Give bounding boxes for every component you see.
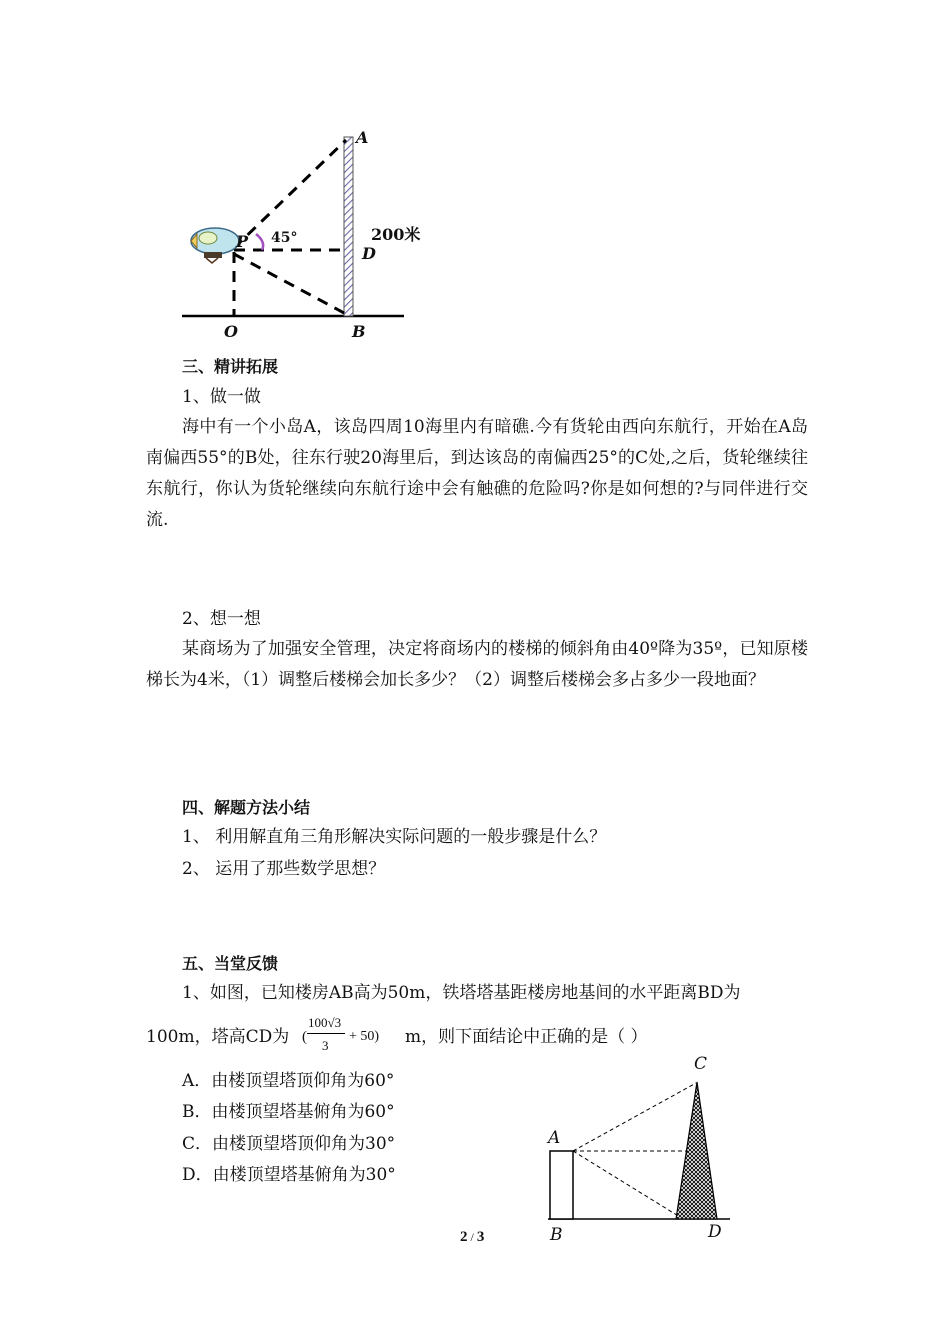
fig2-label-a: A	[548, 1128, 561, 1148]
section4-title: 四、解题方法小结	[182, 798, 311, 817]
frac-tail: + 50)	[349, 1029, 380, 1044]
section5-q1-line2-pre: 100m，塔高CD为	[146, 1027, 290, 1047]
section3-item2-title: 2、想一想	[182, 609, 261, 629]
frac-open: (	[302, 1029, 307, 1045]
page-current: 2	[460, 1229, 468, 1245]
section3-item1-text: 海中有一个小岛A，该岛四周10海里内有暗礁.今有货轮由西向东航行，开始在A岛南偏西55°的B处，往东行驶20海里后，到达该岛的南偏西25°的C处,之后，货轮继续往东航行，你认为货轮继续向东航行途中会有触礁的危险吗?你是如何想的?与同伴进行交流.	[146, 417, 808, 530]
angle-label: 45°	[271, 230, 298, 246]
label-p: P	[236, 232, 249, 251]
section3-title: 三、精讲拓展	[182, 357, 279, 376]
option-c: C．由楼顶望塔顶仰角为30°	[182, 1134, 396, 1154]
option-b: B．由楼顶望塔基俯角为60°	[182, 1102, 395, 1122]
sight-ad	[573, 1151, 680, 1217]
label-o: O	[224, 322, 238, 341]
sight-ac	[573, 1083, 696, 1151]
option-a: A．由楼顶望塔顶仰角为60°	[182, 1071, 395, 1091]
fig2-label-d: D	[708, 1222, 722, 1242]
page-number	[460, 1229, 484, 1246]
page-separator: /	[467, 1230, 477, 1244]
section3-item2-text: 某商场为了加强安全管理，决定将商场内的楼梯的倾斜角由40º降为35º，已知原楼梯长为4米，（1）调整后楼梯会加长多少？（2）调整后楼梯会多占多少一段地面？	[146, 639, 808, 690]
fig2-label-c: C	[694, 1054, 708, 1074]
label-b: B	[352, 322, 366, 341]
section4-q1: 1、 利用解直角三角形解决实际问题的一般步骤是什么？	[182, 827, 607, 847]
page-total: 3	[476, 1229, 485, 1245]
building-ab	[550, 1151, 573, 1219]
label-a: A	[356, 128, 369, 147]
section5-q1-line2-post: m，则下面结论中正确的是（ ）	[405, 1027, 648, 1047]
section5-q1-line1: 1、如图，已知楼房AB高为50m，铁塔塔基距楼房地基间的水平距离BD为	[182, 983, 741, 1003]
option-d: D．由楼顶望塔基俯角为30°	[182, 1165, 396, 1185]
frac-denominator: 3	[322, 1038, 329, 1053]
section4-q2: 2、 运用了那些数学思想？	[182, 859, 386, 879]
section5-title: 五、当堂反馈	[182, 954, 279, 973]
label-d: D	[362, 244, 376, 263]
fig2-label-b: B	[550, 1225, 563, 1245]
frac-numerator: 100√3	[308, 1015, 342, 1030]
section3-item1-title: 1、做一做	[182, 387, 261, 407]
tower-cd	[676, 1082, 717, 1219]
height-label: 200米	[371, 225, 421, 244]
